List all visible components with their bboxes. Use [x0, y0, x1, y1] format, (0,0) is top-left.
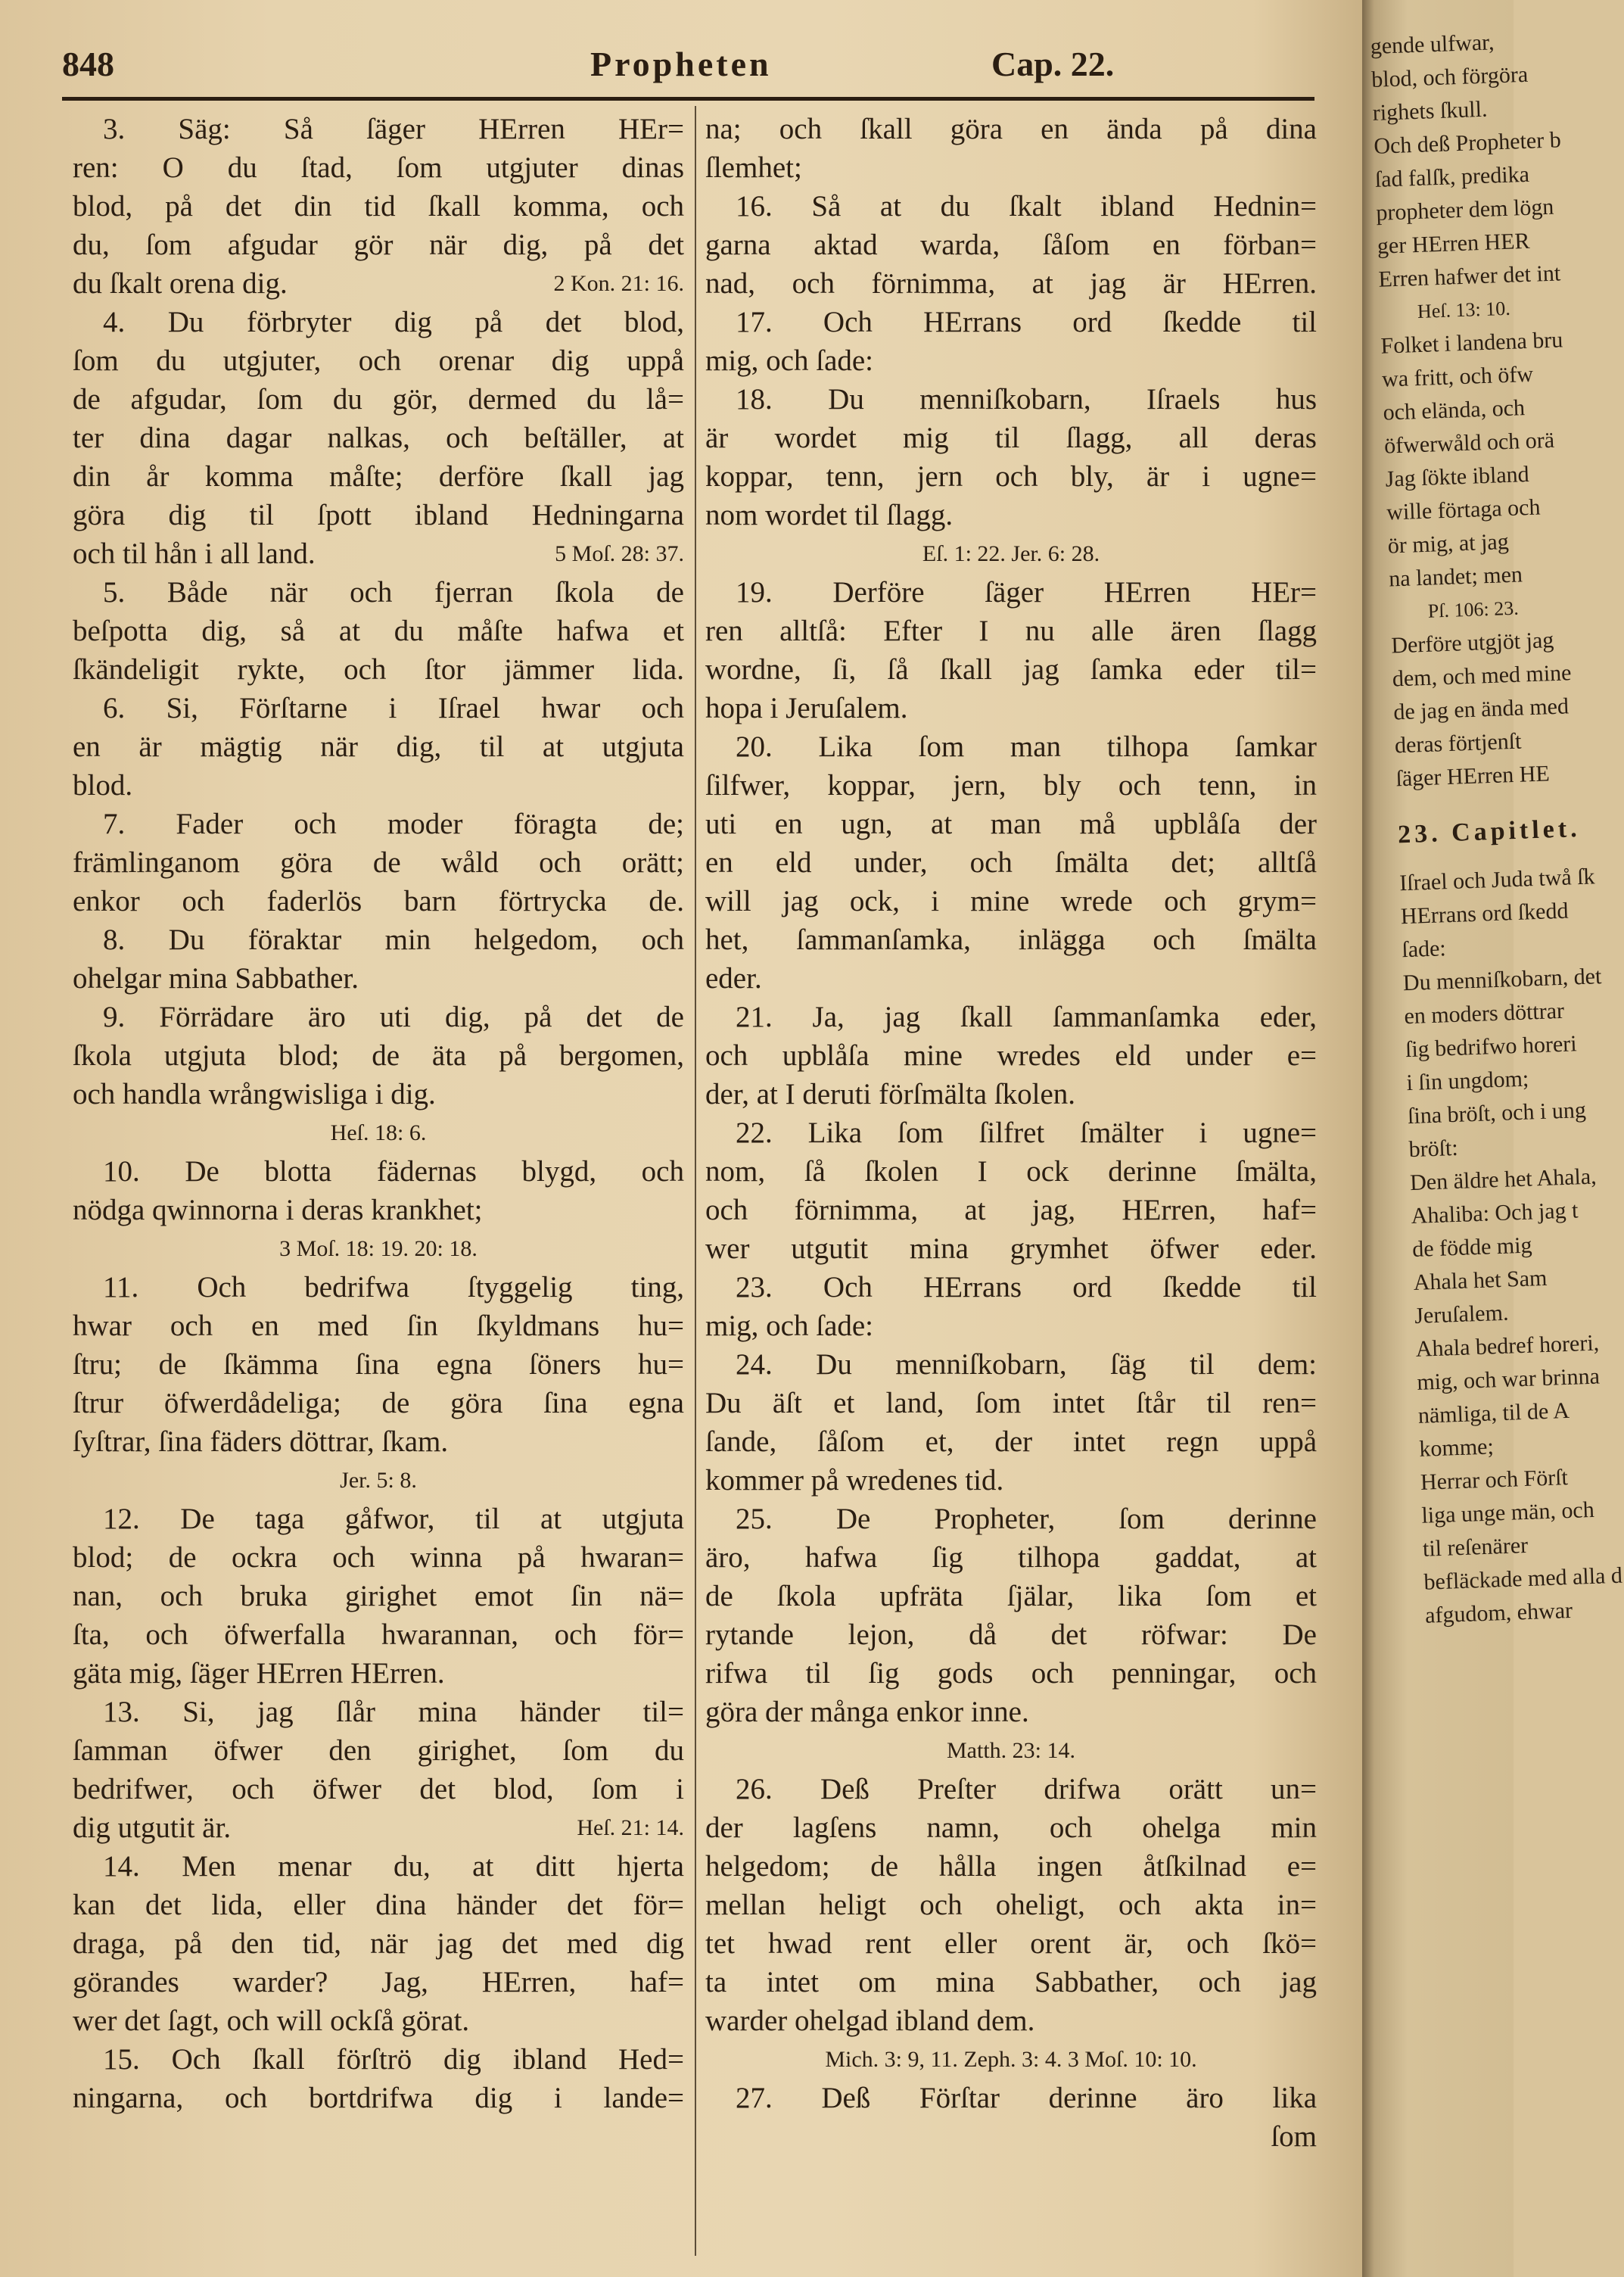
- text-line: [705, 650, 1317, 689]
- text-line: [73, 534, 684, 573]
- text-line: [73, 1307, 684, 1345]
- line-text: göra dig til ſpott ibland Hedningarna: [73, 499, 684, 531]
- text-line: [1405, 1026, 1602, 1067]
- line-text: 10. De blotta fädernas blygd, och: [103, 1155, 684, 1188]
- text-line: [705, 2001, 1317, 2040]
- line-text: eder.: [705, 962, 762, 995]
- line-text: komme;: [1418, 1434, 1495, 1462]
- line-text: Jeruſalem.: [1414, 1300, 1509, 1329]
- line-text: Ahala het Sam: [1413, 1265, 1548, 1295]
- text-line: [1400, 893, 1598, 933]
- text-line: [1397, 811, 1594, 852]
- text-line: [705, 2117, 1317, 2156]
- line-text: wer det ſagt, och will ockſå görat.: [73, 2004, 470, 2037]
- text-line: [705, 1847, 1317, 1886]
- facing-page-edge: [1362, 0, 1623, 2277]
- scripture-reference: [73, 1114, 684, 1152]
- line-text: du ſkalt orena dig.: [73, 267, 288, 300]
- line-text: göra der många enkor inne.: [705, 1696, 1029, 1728]
- line-text: äro, hafwa ſig tilhopa gaddat, at: [705, 1541, 1317, 1574]
- right-column: [705, 110, 1317, 2156]
- line-text: der lagſens namn, och ohelga min: [705, 1811, 1317, 1844]
- scripture-reference: [73, 1229, 684, 1268]
- line-text: Och deß Propheter b: [1373, 127, 1562, 159]
- line-text: nan, och bruka girighet emot ſin nä=: [73, 1580, 684, 1612]
- line-text: uti en ugn, at man må upblåſa der: [705, 808, 1317, 840]
- line-text: kan det lida, eller dina händer det för=: [73, 1889, 684, 1921]
- line-text: 21. Ja, jag ſkall ſammanſamka eder,: [736, 1001, 1317, 1033]
- text-line: [73, 1693, 684, 1731]
- line-text: de ſkola upfräta ſjälar, lika ſom et: [705, 1580, 1317, 1612]
- text-line: [705, 1577, 1317, 1615]
- text-line: [73, 148, 684, 187]
- line-text: ningarna, och bortdrifwa dig i lande=: [73, 2082, 684, 2114]
- text-line: [1376, 190, 1573, 230]
- text-line: [73, 766, 684, 805]
- text-line: [73, 419, 684, 457]
- text-line: [73, 1963, 684, 2001]
- text-line: [705, 1963, 1317, 2001]
- line-text: 7. Fader och moder föragta de;: [103, 808, 684, 840]
- line-text: Matth. 23: 14.: [947, 1738, 1075, 1763]
- line-text: Ahaliba: Och jag t: [1411, 1198, 1579, 1229]
- text-line: [73, 727, 684, 766]
- line-text: Den äldre het Ahala,: [1409, 1163, 1598, 1196]
- line-text: nom, ſå ſkolen I ock derinne ſmälta,: [705, 1155, 1317, 1188]
- text-line: [73, 110, 684, 148]
- text-line: [73, 959, 684, 998]
- line-text: en eld under, och ſmälta det; alltſå: [705, 846, 1317, 879]
- line-text: och handla wrångwisliga i dig.: [73, 1078, 436, 1110]
- text-line: [73, 1770, 684, 1808]
- line-text: will jag ock, i mine wrede och grym=: [705, 885, 1317, 917]
- line-text: 11. Och bedrifwa ſtyggelig ting,: [103, 1271, 684, 1304]
- line-text: Heſ. 18: 6.: [330, 1120, 427, 1145]
- text-line: [705, 341, 1317, 380]
- text-line: [705, 496, 1317, 534]
- text-line: [705, 1345, 1317, 1384]
- text-line: [705, 1268, 1317, 1307]
- text-line: [705, 1422, 1317, 1461]
- line-text: HErrans ord ſkedd: [1400, 898, 1569, 930]
- line-text: görandes warder? Jag, HErren, haf=: [73, 1966, 684, 1998]
- text-line: [73, 496, 684, 534]
- scripture-reference: Heſ. 21: 14.: [577, 1815, 684, 1840]
- line-text: ſamman öfwer den girighet, ſom du: [73, 1734, 684, 1767]
- text-line: [73, 650, 684, 689]
- text-line: [73, 573, 684, 612]
- text-line: [73, 805, 684, 843]
- line-text: de afgudar, ſom du gör, dermed du lå=: [73, 383, 684, 416]
- page-number: 848: [62, 45, 114, 83]
- line-text: 20. Lika ſom man tilhopa ſamkar: [736, 730, 1317, 763]
- line-text: wordne, ſi, ſå ſkall jag ſamka eder til=: [705, 653, 1317, 686]
- text-line: [1421, 1493, 1619, 1533]
- line-text: 6. Si, Förſtarne i Iſrael hwar och: [103, 692, 684, 724]
- text-line: [705, 1461, 1317, 1500]
- line-text: 15. Och ſkall förſtrö dig ibland Hed=: [103, 2043, 684, 2076]
- text-line: [73, 1577, 684, 1615]
- line-text: ſilfwer, koppar, jern, bly och tenn, in: [705, 769, 1317, 802]
- line-text: 14. Men menar du, at ditt hjerta: [103, 1850, 684, 1883]
- line-text: ſkändeligit rykte, och ſtor jämmer lida.: [73, 653, 684, 686]
- text-line: [1383, 423, 1581, 463]
- text-line: [73, 1345, 684, 1384]
- text-line: [705, 959, 1317, 998]
- line-text: i ſin ungdom;: [1405, 1066, 1529, 1096]
- text-line: [73, 341, 684, 380]
- line-text: mig, och war brinna: [1416, 1363, 1601, 1395]
- text-line: [705, 1036, 1317, 1075]
- scripture-reference: 5 Moſ. 28: 37.: [555, 541, 684, 566]
- text-line: [705, 1307, 1317, 1345]
- text-line: [705, 226, 1317, 264]
- line-text: 26. Deß Preſter drifwa orätt un=: [736, 1773, 1317, 1805]
- line-text: 12. De taga gåfwor, til at utgjuta: [103, 1503, 684, 1535]
- line-text: öfwerwåld och orä: [1383, 427, 1555, 459]
- text-line: [705, 1075, 1317, 1114]
- line-text: nämliga, til de A: [1417, 1397, 1570, 1428]
- line-text: hopa i Jeruſalem.: [705, 692, 908, 724]
- text-line: [705, 805, 1317, 843]
- line-text: 8. Du föraktar min helgedom, och: [103, 924, 684, 956]
- line-text: kommer på wredenes tid.: [705, 1464, 1004, 1497]
- line-text: deras förtjenſt: [1394, 728, 1522, 758]
- left-column: [73, 110, 684, 2117]
- scripture-reference: [705, 2040, 1317, 2079]
- line-text: 4. Du förbryter dig på det blod,: [103, 306, 684, 338]
- text-line: [73, 1847, 684, 1886]
- text-line: [1380, 323, 1578, 363]
- line-text: och förnimma, at jag, HErren, haf=: [705, 1194, 1317, 1226]
- text-line: [705, 1615, 1317, 1654]
- text-line: [73, 457, 684, 496]
- text-line: [705, 843, 1317, 882]
- line-text: 17. Och HErrans ord ſkedde til: [736, 306, 1317, 338]
- line-text: het, ſammanſamka, inlägga och ſmälta: [705, 924, 1317, 956]
- line-text: 25. De Propheter, ſom derinne: [736, 1503, 1317, 1535]
- text-line: [1374, 123, 1571, 164]
- line-text: 24. Du menniſkobarn, ſäg til dem:: [736, 1348, 1317, 1381]
- line-text: gäta mig, ſäger HErren HErren.: [73, 1657, 445, 1690]
- line-text: Herrar och Förſt: [1420, 1465, 1569, 1495]
- text-line: [73, 1500, 684, 1538]
- line-text: til reſenärer: [1422, 1532, 1529, 1562]
- line-text: befläckade med alla d: [1423, 1562, 1623, 1595]
- line-text: ren: O du ſtad, ſom utgjuter dinas: [73, 151, 684, 184]
- text-line: [705, 264, 1317, 303]
- line-text: 22. Lika ſom ſilfret ſmälter i ugne=: [736, 1117, 1317, 1149]
- line-text: tet hwad rent eller orent är, och ſkö=: [705, 1927, 1317, 1960]
- text-line: [73, 1268, 684, 1307]
- line-text: ſande, ſåſom et, der intet regn uppå: [705, 1425, 1317, 1458]
- line-text: du, ſom afgudar gör när dig, på det: [73, 229, 684, 261]
- line-text: ſom du utgjuter, och orenar dig uppå: [73, 344, 684, 377]
- line-text: garna aktad warda, ſåſom en förban=: [705, 229, 1317, 261]
- line-text: nödga qwinnorna i deras krankhet;: [73, 1194, 483, 1226]
- text-line: [705, 573, 1317, 612]
- line-text: mig, och ſade:: [705, 344, 874, 377]
- line-text: 9. Förrädare äro uti dig, på det de: [103, 1001, 684, 1033]
- line-text: och til hån i all land.: [73, 537, 316, 570]
- text-line: [705, 689, 1317, 727]
- line-text: ör mig, at jag: [1387, 529, 1510, 559]
- line-text: ter dina dagar nalkas, och beſtäller, at: [73, 422, 684, 454]
- line-text: bröſt:: [1408, 1135, 1459, 1163]
- text-line: [705, 1808, 1317, 1847]
- scripture-reference: [705, 534, 1317, 573]
- header-rule: [62, 97, 1314, 101]
- line-text: ſade:: [1401, 936, 1447, 963]
- text-line: [705, 920, 1317, 959]
- line-text: propheter dem lögn: [1375, 194, 1554, 226]
- line-text: warder ohelgad ibland dem.: [705, 2004, 1035, 2037]
- line-text: na landet; men: [1388, 562, 1523, 592]
- line-text: ta intet om mina Sabbather, och jag: [705, 1966, 1317, 1998]
- line-text: ger HErren HER: [1377, 228, 1531, 259]
- facing-page-text: [1370, 23, 1622, 1633]
- line-text: ſtru; de ſkämma ſina egna ſöners hu=: [73, 1348, 684, 1381]
- text-line: [73, 226, 684, 264]
- line-text: hwar och en med ſin ſkyldmans hu=: [73, 1310, 684, 1342]
- text-line: [73, 303, 684, 341]
- text-line: [705, 148, 1317, 187]
- line-text: Du menniſkobarn, det: [1402, 964, 1602, 996]
- text-line: [73, 1191, 684, 1229]
- line-text: righets ſkull.: [1372, 96, 1488, 126]
- line-text: 23. Capitlet.: [1397, 814, 1582, 849]
- line-text: 13. Si, jag ſlår mina händer til=: [103, 1696, 684, 1728]
- line-text: gende ulfwar,: [1370, 30, 1495, 59]
- line-text: na; och ſkall göra en ända på dina: [705, 113, 1317, 145]
- text-line: [73, 2079, 684, 2117]
- text-line: [1424, 1593, 1622, 1633]
- line-text: 3. Säg: Så ſäger HErren HEr=: [103, 113, 684, 145]
- line-text: 16. Så at du ſkalt ibland Hednin=: [736, 190, 1317, 223]
- text-line: [73, 1036, 684, 1075]
- line-text: ſlemhet;: [705, 151, 802, 184]
- line-text: en är mägtig när dig, til at utgjuta: [73, 730, 684, 763]
- line-text: helgedom; de hålla ingen åtſkilnad e=: [705, 1850, 1317, 1883]
- text-line: [705, 1114, 1317, 1152]
- line-text: Heſ. 13: 10.: [1417, 297, 1511, 323]
- line-text: wille förtaga och: [1386, 494, 1541, 525]
- line-text: och upblåſa mine wredes eld under e=: [705, 1039, 1317, 1072]
- line-text: dem, och med mine: [1392, 660, 1572, 692]
- text-line: [73, 1731, 684, 1770]
- line-text: rytande lejon, då det röfwar: De: [705, 1618, 1317, 1651]
- line-text: Eſ. 1: 22. Jer. 6: 28.: [922, 541, 1100, 566]
- line-text: mellan heligt och oheligt, och akta in=: [705, 1889, 1317, 1921]
- line-text: draga, på den tid, när jag det med dig: [73, 1927, 684, 1960]
- line-text: enkor och faderlös barn förtrycka de.: [73, 885, 684, 917]
- text-line: [73, 689, 684, 727]
- line-text: ſad falſk, predika: [1374, 161, 1530, 192]
- text-line: [705, 1886, 1317, 1924]
- line-text: Jer. 5: 8.: [340, 1468, 417, 1493]
- text-line: [73, 1615, 684, 1654]
- line-text: Iſrael och Juda twå ſk: [1398, 864, 1596, 896]
- text-line: [1423, 1559, 1621, 1600]
- text-line: [73, 1384, 684, 1422]
- text-line: [705, 1538, 1317, 1577]
- text-line: [705, 1500, 1317, 1538]
- line-text: de födde mig: [1411, 1232, 1533, 1263]
- line-text: en moders döttrar: [1403, 998, 1565, 1029]
- text-line: [705, 1770, 1317, 1808]
- text-line: [705, 1924, 1317, 1963]
- line-text: ſäger HErren HE: [1395, 761, 1551, 792]
- line-text: ſom: [1271, 2120, 1317, 2153]
- line-text: Pſ. 106: 23.: [1427, 597, 1520, 622]
- text-line: [705, 998, 1317, 1036]
- text-line: [1402, 960, 1600, 1000]
- line-text: der, at I deruti förſmälta ſkolen.: [705, 1078, 1076, 1110]
- line-text: nom wordet til ſlagg.: [705, 499, 954, 531]
- text-line: [73, 2040, 684, 2079]
- line-text: bedrifwer, och öfwer det blod, ſom i: [73, 1773, 684, 1805]
- text-line: [705, 1191, 1317, 1229]
- text-line: [73, 882, 684, 920]
- line-text: ſyſtrar, ſina fäders döttrar, ſkam.: [73, 1425, 449, 1458]
- text-line: [705, 110, 1317, 148]
- text-line: [705, 457, 1317, 496]
- scripture-reference: [73, 1461, 684, 1500]
- line-text: mig, och ſade:: [705, 1310, 874, 1342]
- line-text: 19. Derföre ſäger HErren HEr=: [736, 576, 1317, 609]
- text-line: [705, 766, 1317, 805]
- line-text: är wordet mig til ſlagg, all deras: [705, 422, 1317, 454]
- text-line: [1393, 689, 1591, 729]
- text-line: [705, 882, 1317, 920]
- line-text: ſina bröſt, och i ung: [1407, 1097, 1587, 1129]
- text-line: [73, 1654, 684, 1693]
- text-line: [73, 2001, 684, 2040]
- text-line: [73, 1152, 684, 1191]
- line-text: ren alltſå: Efter I nu alle ären ſlagg: [705, 615, 1317, 647]
- line-text: blod, och förgöra: [1370, 61, 1529, 92]
- text-line: [705, 1152, 1317, 1191]
- text-line: [1417, 1360, 1614, 1400]
- line-text: blod, på det din tid ſkall komma, och: [73, 190, 684, 223]
- line-text: ſkola utgjuta blod; de äta på bergomen,: [73, 1039, 684, 1072]
- running-title: Propheten: [590, 45, 772, 83]
- text-line: [73, 264, 684, 303]
- text-line: [73, 920, 684, 959]
- line-text: 3 Moſ. 18: 19. 20: 18.: [279, 1236, 478, 1261]
- text-line: [705, 727, 1317, 766]
- text-line: [705, 1229, 1317, 1268]
- line-text: och elända, och: [1383, 395, 1526, 425]
- text-line: [73, 998, 684, 1036]
- text-line: [705, 1693, 1317, 1731]
- text-line: [705, 612, 1317, 650]
- line-text: koppar, tenn, jern och bly, är i ugne=: [705, 460, 1317, 493]
- line-text: Erren hafwer det int: [1377, 260, 1561, 292]
- line-text: blod.: [73, 769, 133, 802]
- text-line: [73, 1886, 684, 1924]
- text-line: [1407, 1093, 1604, 1133]
- text-line: [705, 419, 1317, 457]
- text-line: [73, 1075, 684, 1114]
- line-text: wa fritt, och öfw: [1381, 361, 1534, 392]
- text-line: [73, 187, 684, 226]
- text-line: [73, 1808, 684, 1847]
- line-text: Folket i landena bru: [1380, 327, 1563, 359]
- line-text: ſig bedrifwo horeri: [1405, 1031, 1578, 1063]
- text-line: [1411, 1193, 1608, 1233]
- text-line: [73, 612, 684, 650]
- text-line: [705, 187, 1317, 226]
- line-text: Du äſt et land, ſom intet ſtår til ren=: [705, 1387, 1317, 1419]
- text-line: [73, 1422, 684, 1461]
- text-line: [1395, 755, 1593, 796]
- text-line: [73, 843, 684, 882]
- line-text: främlinganom göra de wåld och orätt;: [73, 846, 684, 879]
- line-text: beſpotta dig, så at du måſte hafwa et: [73, 615, 684, 647]
- text-line: [73, 380, 684, 419]
- column-divider: [695, 106, 696, 2256]
- text-line: [73, 1924, 684, 1963]
- text-line: [705, 380, 1317, 419]
- text-line: [1378, 257, 1576, 297]
- text-line: [705, 1654, 1317, 1693]
- line-text: wer utgutit mina grymhet öfwer eder.: [705, 1232, 1317, 1265]
- line-text: 18. Du menniſkobarn, Iſraels hus: [736, 383, 1317, 416]
- line-text: ſta, och öfwerfalla hwarannan, och för=: [73, 1618, 684, 1651]
- line-text: din år komma måſte; derföre ſkall jag: [73, 460, 684, 493]
- line-text: nad, och förnimma, at jag är HErren.: [705, 267, 1317, 300]
- text-line: [705, 2079, 1317, 2117]
- text-line: [705, 1384, 1317, 1422]
- line-text: Ahala bedref horeri,: [1415, 1330, 1600, 1362]
- line-text: liga unge män, och: [1420, 1497, 1595, 1528]
- chapter-label: Cap. 22.: [991, 45, 1115, 83]
- scripture-reference: 2 Kon. 21: 16.: [553, 271, 684, 296]
- line-text: dig utgutit är.: [73, 1811, 232, 1844]
- line-text: Mich. 3: 9, 11. Zeph. 3: 4. 3 Moſ. 10: 10.: [825, 2047, 1197, 2072]
- line-text: blod; de ockra och winna på hwaran=: [73, 1541, 684, 1574]
- line-text: 27. Deß Förſtar derinne äro lika: [736, 2082, 1317, 2114]
- text-line: [705, 303, 1317, 341]
- line-text: ſtrur öfwerdådeliga; de göra ſina egna: [73, 1387, 684, 1419]
- line-text: 23. Och HErrans ord ſkedde til: [736, 1271, 1317, 1304]
- line-text: 5. Både när och fjerran ſkola de: [103, 576, 684, 609]
- line-text: de jag en ända med: [1392, 693, 1570, 725]
- line-text: afgudom, ehwar: [1424, 1597, 1573, 1628]
- line-text: ohelgar mina Sabbather.: [73, 962, 359, 995]
- line-text: rifwa til ſig gods och penningar, och: [705, 1657, 1317, 1690]
- line-text: Derföre utgjöt jag: [1390, 628, 1554, 659]
- text-line: [73, 1538, 684, 1577]
- scripture-reference: [705, 1731, 1317, 1770]
- line-text: Jag ſökte ibland: [1385, 462, 1530, 492]
